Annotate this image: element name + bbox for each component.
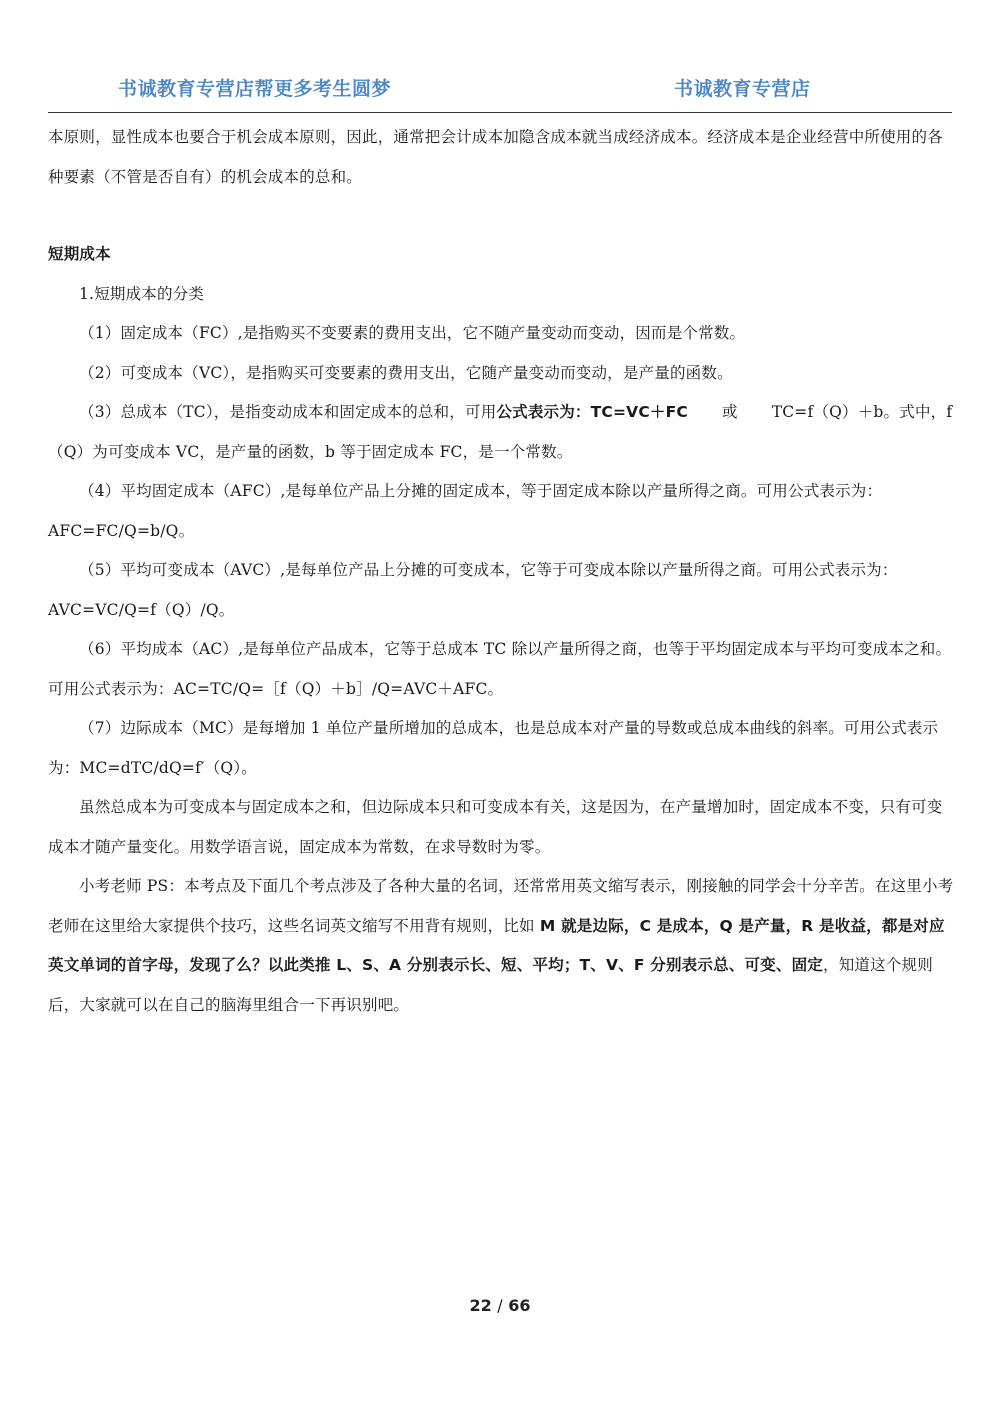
tip-text-end: ，知道这个规则后，大家就可以在自己的脑海里组合一下再识别吧。 (48, 956, 933, 1014)
item-fixed-cost: （1）固定成本（FC）,是指购买不变要素的费用支出，它不随产量变动而变动，因而是个常数。 (79, 324, 746, 342)
item-total-cost-formula: 公式表示为：TC=VC＋FC (496, 403, 688, 421)
tip-text: 小考老师 PS：本考点及下面几个考点涉及了各种大量的名词，还常常用英文缩写表示，刚接触的同学会十分辛苦。在这里小考老师在这里给大家提供个技巧，这些名词英文缩写不用背有规则，比如 (48, 877, 954, 935)
header-right-text: 书诚教育专营店 (674, 78, 811, 100)
item-afc: （4）平均固定成本（AFC）,是每单位产品上分摊的固定成本，等于固定成本除以产量所得之商。可用公式表示为：AFC=FC/Q=b/Q。 (48, 482, 883, 540)
total-pages: 66 (508, 1296, 531, 1315)
explanation-paragraph: 虽然总成本为可变成本与固定成本之和，但边际成本只和可变成本有关，这是因为，在产量增加时，固定成本不变，只有可变成本才随产量变化。用数学语言说，固定成本为常数，在求导数时为零。 (48, 798, 943, 856)
tip-paragraph (48, 867, 954, 1025)
intro-paragraph: 本原则，显性成本也要合于机会成本原则，因此，通常把会计成本加隐含成本就当成经济成本。经济成本是企业经营中所使用的各种要素（不管是否自有）的机会成本的总和。 (48, 128, 943, 186)
item-total-cost-or: 或 (722, 403, 738, 421)
current-page: 22 (469, 1296, 492, 1315)
item-ac: （6）平均成本（AC）,是每单位产品成本，它等于总成本 TC 除以产量所得之商，也等于平均固定成本与平均可变成本之和。可用公式表示为：AC=TC/Q=［f（Q）＋b］/Q=AVC＋AFC。 (48, 640, 952, 698)
header-left-text: 书诚教育专营店帮更多考生圆梦 (118, 78, 392, 100)
item-total-cost-text2: TC=f（Q）＋b。式中，f（Q）为可变成本 VC，是产量的函数，b 等于固定成本 FC，是一个常数。 (48, 403, 953, 461)
section-title: 短期成本 (48, 245, 111, 263)
page-header (48, 70, 952, 113)
page-number (0, 1296, 1000, 1315)
item-mc: （7）边际成本（MC）是每增加 1 单位产量所增加的总成本，也是总成本对产量的导数或总成本曲线的斜率。可用公式表示为：MC=dTC/dQ=f′（Q）。 (48, 719, 939, 777)
section-subtitle: 1.短期成本的分类 (79, 284, 205, 303)
tip-bold-text: M 就是边际，C 是成本，Q 是产量，R 是收益，都是对应英文单词的首字母，发现了么？以此类推 L、S、A 分别表示长、短、平均；T、V、F 分别表示总、可变、固定 (48, 916, 945, 974)
page-separator: / (497, 1296, 503, 1315)
page-content (48, 118, 954, 1025)
item-avc: （5）平均可变成本（AVC）,是每单位产品上分摊的可变成本，它等于可变成本除以产量所得之商。可用公式表示为：AVC=VC/Q=f（Q）/Q。 (48, 561, 898, 619)
item-variable-cost: （2）可变成本（VC），是指购买可变要素的费用支出，它随产量变动而变动，是产量的函数。 (79, 363, 733, 382)
item-total-cost-text: （3）总成本（TC），是指变动成本和固定成本的总和，可用 (79, 403, 497, 421)
item-total-cost (48, 393, 954, 472)
